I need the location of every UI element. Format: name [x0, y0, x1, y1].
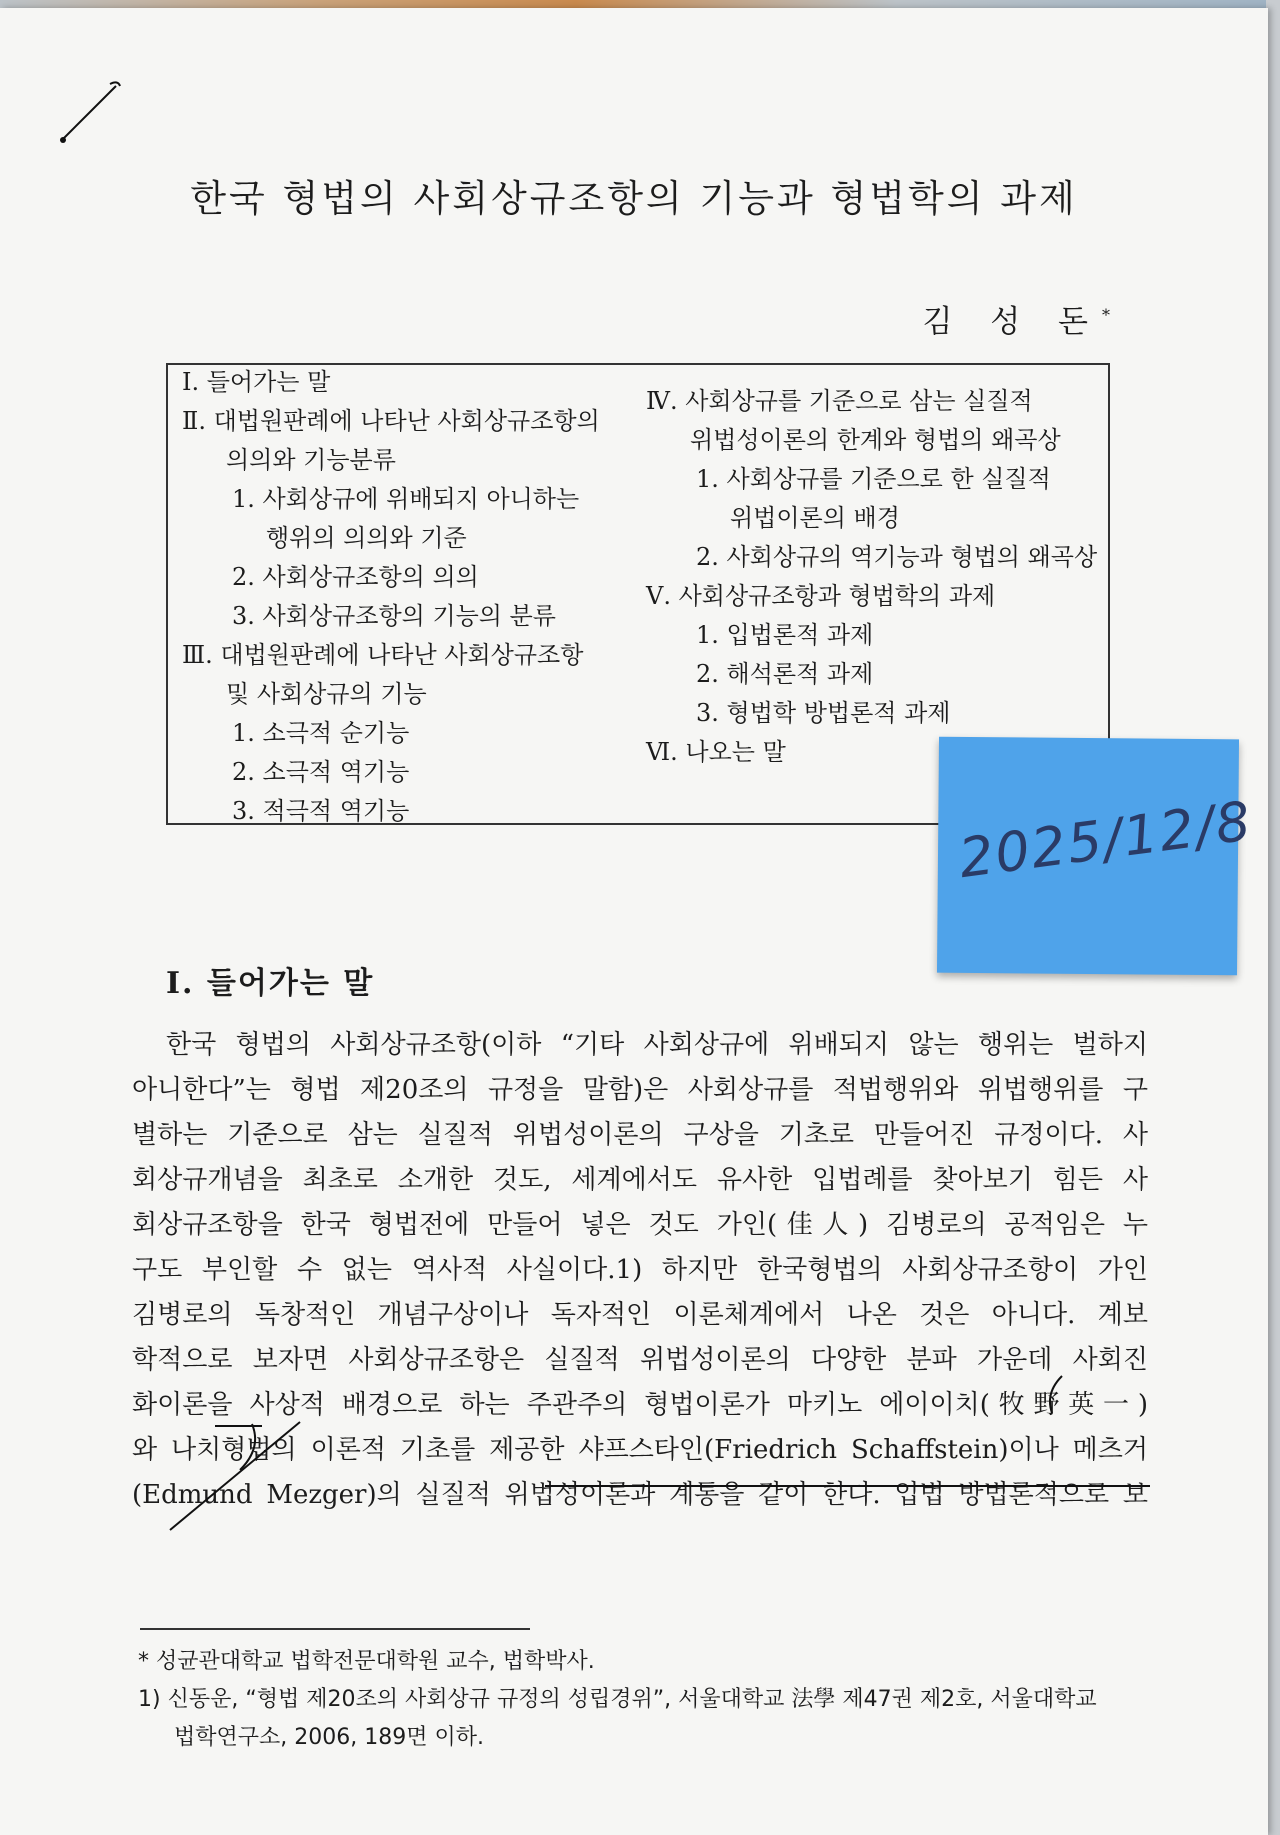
text-line	[132, 1023, 1148, 1068]
toc-item: 3. 형법학 방법론적 과제	[696, 699, 951, 727]
toc-item: 3. 적극적 역기능	[232, 797, 410, 825]
text-line	[132, 1338, 1148, 1383]
footnote-author: * 성균관대학교 법학전문대학원 교수, 법학박사.	[138, 1649, 595, 1674]
author-name	[922, 296, 1110, 341]
text-line-content: 구도 부인할 수 없는 역사적 사실이다.1) 하지만 한국형법의 사회상규조항이 가인	[132, 1255, 1148, 1285]
text-line	[132, 1383, 1148, 1428]
text-line-content: 김병로의 독창적인 개념구상이나 독자적인 이론체계에서 나온 것은 아니다. 계보	[132, 1300, 1148, 1330]
text-line-content: 아니한다”는 형법 제20조의 규정을 말함)은 사회상규를 적법행위와 위법행위를 구	[132, 1075, 1148, 1105]
footnotes	[138, 1643, 1148, 1757]
toc-item: 2. 사회상규조항의 의의	[232, 563, 479, 591]
toc-item: 위법이론의 배경	[730, 504, 900, 532]
toc-item: 2. 소극적 역기능	[232, 758, 410, 786]
text-line-content: 화이론을 사상적 배경으로 하는 주관주의 형법이론가 마키노 에이이치(牧野英一)	[132, 1390, 1148, 1420]
sticky-note-date: 2025/12/8	[955, 789, 1256, 891]
text-line-content: 회상규개념을 최초로 소개한 것도, 세계에서도 유사한 입법례를 찾아보기 힘든 사	[132, 1165, 1148, 1195]
text-line-content: 회상규조항을 한국 형법전에 만들어 넣은 것도 가인(佳人) 김병로의 공적임은 누	[132, 1210, 1148, 1240]
author-footnote-mark: *	[1102, 305, 1110, 325]
text-line-content: (Edmund Mezger)의 실질적 위법성이론과 계통을 같이 한다. 입법 방법론적으로 보	[132, 1480, 1148, 1510]
section-heading: Ⅰ. 들어가는 말	[166, 966, 375, 1001]
toc-item: Ⅳ. 사회상규를 기준으로 삼는 실질적	[646, 387, 1033, 415]
toc-item: 행위의 의의와 기준	[266, 524, 467, 552]
text-line-content: 한국 형법의 사회상규조항(이하 “기타 사회상규에 위배되지 않는 행위는 벌하지	[166, 1030, 1148, 1060]
toc-item: 및 사회상규의 기능	[226, 680, 427, 708]
toc-item: 1. 입법론적 과제	[696, 621, 874, 649]
text-line	[132, 1293, 1148, 1338]
toc-item: 1. 사회상규에 위배되지 아니하는	[232, 485, 580, 513]
text-line	[132, 1113, 1148, 1158]
toc-item: Ⅴ. 사회상규조항과 형법학의 과제	[646, 582, 996, 610]
toc-item: 의의와 기능분류	[226, 446, 396, 474]
body-paragraph	[132, 1023, 1148, 1518]
toc-item: 1. 소극적 순기능	[232, 719, 410, 747]
toc-item: 위법성이론의 한계와 형법의 왜곡상	[690, 426, 1061, 454]
page-edge	[1266, 0, 1280, 1835]
footnote-divider	[140, 1628, 530, 1630]
toc-item: 1. 사회상규를 기준으로 한 실질적	[696, 465, 1051, 493]
toc-item: Ⅵ. 나오는 말	[646, 738, 786, 766]
text-line	[132, 1428, 1148, 1473]
text-line-content: 별하는 기준으로 삼는 실질적 위법성이론의 구상을 기초로 만들어진 규정이다. 사	[132, 1120, 1148, 1150]
text-line-content: 학적으로 보자면 사회상규조항은 실질적 위법성이론의 다양한 분파 가운데 사회진	[132, 1345, 1148, 1375]
toc-right-column	[646, 382, 1106, 772]
text-line	[132, 1248, 1148, 1293]
document-title: 한국 형법의 사회상규조항의 기능과 형법학의 과제	[190, 177, 1078, 220]
toc-item: 2. 사회상규의 역기능과 형법의 왜곡상	[696, 543, 1098, 571]
sticky-note	[937, 737, 1256, 976]
text-line	[132, 1473, 1148, 1518]
text-line	[132, 1203, 1148, 1248]
pen-checkmark-icon	[60, 78, 130, 148]
toc-item: Ⅱ. 대법원판례에 나타난 사회상규조항의	[182, 407, 600, 435]
text-line-content: 와 나치형법의 이론적 기초를 제공한 샤프스타인(Friedrich Schaffstein)이나 메츠거	[132, 1435, 1148, 1465]
toc-left-column	[182, 363, 642, 831]
footnote-1: 1) 신동운, “형법 제20조의 사회상규 규정의 성립경위”, 서울대학교 法學 제47권 제2호, 서울대학교	[138, 1687, 1097, 1712]
footnote-1-continued: 법학연구소, 2006, 189면 이하.	[174, 1725, 484, 1750]
text-line	[132, 1158, 1148, 1203]
text-line	[132, 1068, 1148, 1113]
document-page	[0, 8, 1268, 1835]
toc-item: Ⅲ. 대법원판례에 나타난 사회상규조항	[182, 641, 584, 669]
toc-item: 2. 해석론적 과제	[696, 660, 874, 688]
author-name-text: 김 성 돈	[922, 304, 1102, 340]
toc-item: Ⅰ. 들어가는 말	[182, 368, 331, 396]
toc-item: 3. 사회상규조항의 기능의 분류	[232, 602, 556, 630]
